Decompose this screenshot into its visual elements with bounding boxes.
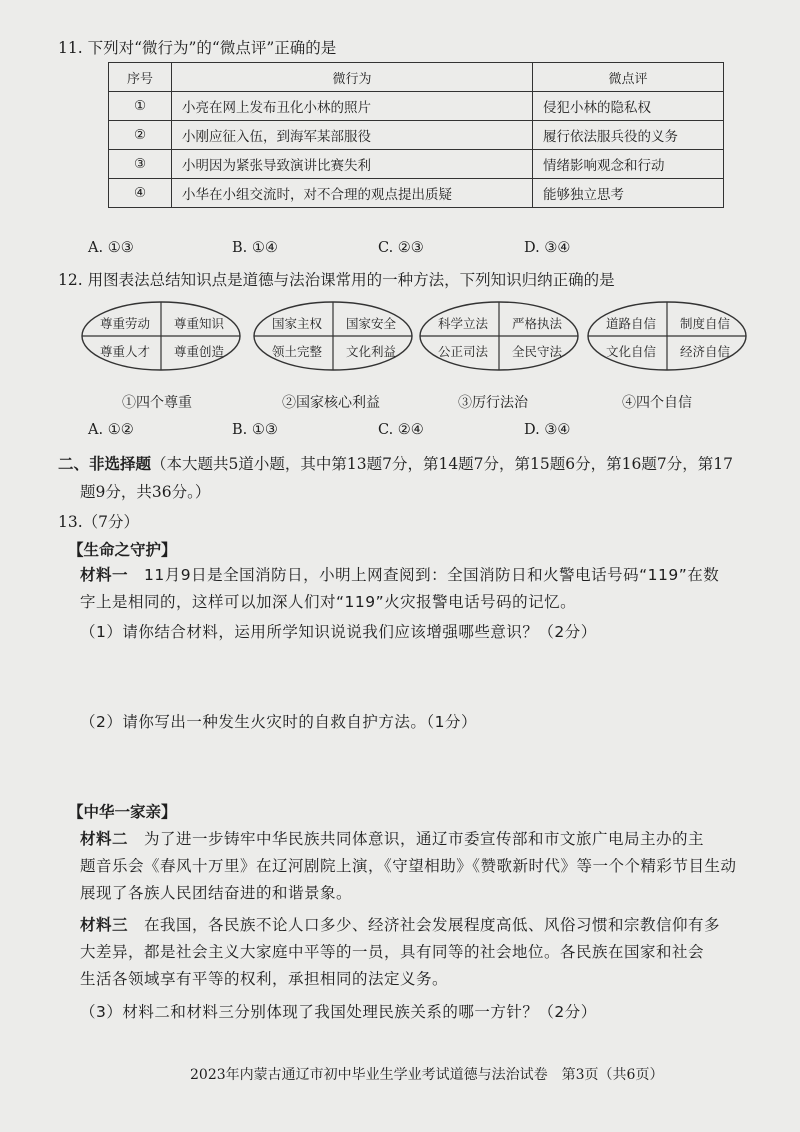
diagram-2-caption: ②国家核心利益: [282, 395, 380, 411]
row-no: ①: [109, 92, 172, 121]
table-row: [109, 179, 724, 208]
ellipse-shape: [418, 300, 580, 372]
diagram-4-caption: ④四个自信: [622, 395, 692, 411]
material3-line3: 生活各领域享有平等的权利，承担相同的法定义务。: [80, 970, 449, 988]
diagram-cell: 制度自信: [679, 316, 730, 331]
part2-title: 【中华一家亲】: [68, 802, 177, 821]
diagram-1: [80, 300, 242, 372]
sub-question-1: （1）请你结合材料，运用所学知识说说我们应该增强哪些意识？（2分）: [80, 623, 597, 641]
diagram-cell: 经济自信: [679, 344, 730, 359]
q12-stem: 12. 用图表法总结知识点是道德与法治课常用的一种方法，下列知识归纳正确的是: [58, 271, 615, 289]
section2-title: 二、非选择题: [58, 454, 152, 473]
diagram-cell: 国家安全: [345, 316, 396, 331]
material1-text: 11月9日是全国消防日，小明上网查阅到：全国消防日和火警电话号码“119”在数: [144, 566, 720, 584]
row-behavior: 小亮在网上发布丑化小林的照片: [172, 92, 533, 121]
diagram-cell: 文化利益: [345, 344, 396, 359]
diagram-cell: 道路自信: [605, 316, 656, 331]
diagram-cell: 尊重劳动: [99, 316, 150, 331]
header-behavior: 微行为: [172, 63, 533, 92]
row-behavior: 小明因为紧张导致演讲比赛失利: [172, 150, 533, 179]
row-no: ②: [109, 121, 172, 150]
material1-label: 材料一: [80, 566, 129, 584]
table-row: [109, 92, 724, 121]
material2-label: 材料二: [80, 830, 129, 848]
material2-line3: 展现了各族人民团结奋进的和谐景象。: [80, 884, 353, 902]
option-c: C. ②④: [378, 422, 424, 438]
table-header-row: [109, 63, 724, 92]
sub-question-3: （3）材料二和材料三分别体现了我国处理民族关系的哪一方针？（2分）: [80, 1003, 597, 1021]
part1-title: 【生命之守护】: [68, 540, 177, 559]
diagram-cell: 国家主权: [271, 316, 322, 331]
row-no: ④: [109, 179, 172, 208]
ellipse-shape: [252, 300, 414, 372]
diagram-cell: 文化自信: [605, 344, 656, 359]
sub-question-2: （2）请你写出一种发生火灾时的自救自护方法。（1分）: [80, 713, 477, 731]
page-footer: 2023年内蒙古通辽市初中毕业生学业考试道德与法治试卷 第3页（共6页）: [190, 1067, 664, 1083]
material3-text: 在我国，各民族不论人口多少、经济社会发展程度高低、风俗习惯和宗教信仰有多: [144, 916, 721, 934]
diagram-cell: 科学立法: [437, 316, 488, 331]
ellipse-shape: [80, 300, 242, 372]
option-c: C. ②③: [378, 240, 424, 256]
diagram-cell: 全民守法: [511, 344, 562, 359]
material3-line2: 大差异，都是社会主义大家庭中平等的一员，具有同等的社会地位。各民族在国家和社会: [80, 943, 705, 961]
row-comment: 情绪影响观念和行动: [533, 150, 724, 179]
material1: [80, 562, 770, 616]
row-comment: 侵犯小林的隐私权: [533, 92, 724, 121]
row-behavior: 小刚应征入伍，到海军某部服役: [172, 121, 533, 150]
option-a: A. ①②: [88, 422, 134, 438]
row-behavior: 小华在小组交流时，对不合理的观点提出质疑: [172, 179, 533, 208]
table-row: [109, 121, 724, 150]
row-comment: 能够独立思考: [533, 179, 724, 208]
diagram-cell: 尊重人才: [99, 344, 150, 359]
ellipse-shape: [586, 300, 748, 372]
option-d: D. ③④: [524, 422, 571, 438]
diagram-2: [252, 300, 414, 372]
row-no: ③: [109, 150, 172, 179]
material2: [80, 826, 770, 907]
material1-line1: [80, 562, 770, 589]
diagram-cell: 尊重知识: [173, 316, 224, 331]
section2-desc-2: 题9分，共36分。）: [80, 483, 211, 501]
material3-line1: [80, 912, 770, 939]
table-row: [109, 150, 724, 179]
section2-desc: （本大题共5道小题，其中第13题7分，第14题7分，第15题6分，第16题7分，第17: [151, 455, 733, 473]
option-b: B. ①④: [232, 240, 278, 256]
diagram-3: [418, 300, 580, 372]
option-b: B. ①③: [232, 422, 278, 438]
diagram-1-caption: ①四个尊重: [122, 395, 192, 411]
option-a: A. ①③: [88, 240, 134, 256]
diagram-cell: 尊重创造: [173, 344, 224, 359]
option-d: D. ③④: [524, 240, 571, 256]
header-comment: 微点评: [533, 63, 724, 92]
diagram-4: [586, 300, 748, 372]
material2-line1: [80, 826, 770, 853]
diagram-cell: 领土完整: [271, 344, 322, 359]
q11-stem: 11. 下列对“微行为”的“微点评”正确的是: [58, 39, 337, 57]
section2-line1: [58, 452, 733, 474]
q11-table: [108, 62, 724, 208]
material2-line2: 题音乐会《春风十万里》在辽河剧院上演，《守望相助》《赞歌新时代》等一个个精彩节目生动: [80, 857, 737, 875]
material3-label: 材料三: [80, 916, 129, 934]
q13-label: 13.（7分）: [58, 513, 140, 531]
material2-text: 为了进一步铸牢中华民族共同体意识，通辽市委宣传部和市文旅广电局主办的主: [144, 830, 705, 848]
diagram-3-caption: ③厉行法治: [458, 395, 528, 411]
material1-line2: 字上是相同的，这样可以加深人们对“119”火灾报警电话号码的记忆。: [80, 593, 577, 611]
header-no: 序号: [109, 63, 172, 92]
row-comment: 履行依法服兵役的义务: [533, 121, 724, 150]
material3: [80, 912, 770, 993]
diagram-cell: 公正司法: [437, 344, 488, 359]
diagram-cell: 严格执法: [511, 316, 562, 331]
